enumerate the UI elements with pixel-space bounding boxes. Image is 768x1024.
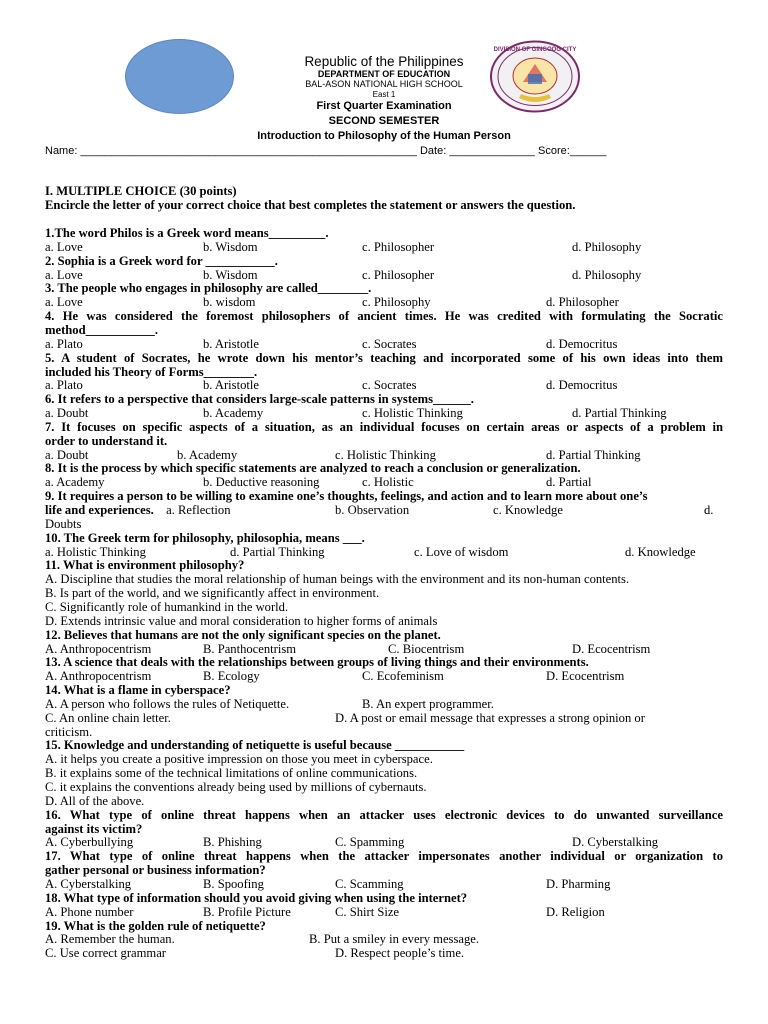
question-13-option: D. Ecocentrism — [546, 669, 625, 684]
question-4-text: 4. He was considered the foremost philosophers of ancient times. He was credited with formulating the Socratic — [45, 309, 723, 324]
question-1-option: b. Wisdom — [203, 239, 258, 254]
header-semester: SECOND SEMESTER — [328, 115, 440, 127]
question-6-text: 6. It refers to a perspective that considers large-scale patterns in systems______. — [45, 392, 474, 407]
question-1-option: a. Love — [45, 239, 83, 254]
question-12-option: D. Ecocentrism — [572, 641, 651, 656]
question-14-option: A. A person who follows the rules of Netiquette. — [45, 696, 290, 711]
question-9-option: c. Knowledge — [493, 503, 563, 517]
question-12-option: C. Biocentrism — [388, 641, 465, 656]
question-9-option: d. — [704, 503, 714, 517]
question-7-option: c. Holistic Thinking — [335, 447, 436, 462]
question-10-option: d. Knowledge — [625, 544, 696, 559]
question-17-option: B. Spoofing — [203, 876, 264, 891]
question-1-option: c. Philosopher — [362, 239, 435, 254]
question-17-text: 17. What type of online threat happens when the attacker impersonates another individual or organization to — [45, 849, 723, 864]
question-6-option: c. Holistic Thinking — [362, 406, 463, 421]
question-13-option: C. Ecofeminism — [362, 669, 444, 684]
question-9-option: b. Observation — [335, 503, 410, 517]
question-4-option: d. Democritus — [546, 336, 618, 351]
question-7-text: order to understand it. — [45, 433, 168, 448]
question-7-text: 7. It focuses on specific aspects of a situation, as an individual focuses on certain areas or aspects of a problem in — [45, 419, 723, 434]
question-15-option: A. it helps you create a positive impression on those you meet in cyberspace. — [45, 752, 433, 767]
question-15-option: D. All of the above. — [45, 793, 145, 808]
section-title: I. MULTIPLE CHOICE (30 points) — [45, 184, 237, 198]
question-3-option: a. Love — [45, 295, 83, 310]
question-10-text: 10. The Greek term for philosophy, philosophia, means ___. — [45, 530, 365, 545]
question-11-text: 11. What is environment philosophy? — [45, 558, 245, 573]
question-6-option: b. Academy — [203, 406, 264, 421]
question-5-option: a. Plato — [45, 378, 83, 393]
question-9-option: a. Reflection — [163, 503, 231, 517]
question-7-option: b. Academy — [177, 447, 238, 462]
question-19-option: A. Remember the human. — [45, 932, 175, 947]
header-subject: Introduction to Philosophy of the Human Person — [257, 130, 511, 142]
question-2-option: d. Philosophy — [572, 267, 642, 282]
question-3-option: b. wisdom — [203, 295, 256, 310]
question-16-option: D. Cyberstalking — [572, 835, 659, 850]
question-11-option: A. Discipline that studies the moral relationship of human beings with the environment and its non-human contents. — [45, 572, 630, 587]
question-8-option: c. Holistic — [362, 475, 414, 490]
question-4-text: method___________. — [45, 322, 158, 337]
name-date-score-line: Name: _______________________________________________________ Date: ______________ Score:______ — [45, 145, 607, 157]
question-18-option: C. Shirt Size — [335, 904, 400, 919]
question-18-option: A. Phone number — [45, 904, 134, 919]
question-10-option: c. Love of wisdom — [414, 544, 509, 559]
question-12-option: B. Panthocentrism — [203, 641, 297, 656]
question-3-text: 3. The people who engages in philosophy are called________. — [45, 281, 372, 296]
question-18-option: D. Religion — [546, 904, 605, 919]
question-5-text: included his Theory of Forms________. — [45, 364, 258, 379]
question-16-option: B. Phishing — [203, 835, 262, 850]
question-9-option: Doubts — [45, 516, 82, 531]
question-3-option: c. Philosophy — [362, 295, 431, 310]
question-10-option: a. Holistic Thinking — [45, 544, 146, 559]
question-16-option: C. Spamming — [335, 835, 405, 850]
question-18-option: B. Profile Picture — [203, 904, 291, 919]
question-7-option: d. Partial Thinking — [546, 447, 641, 462]
question-17-option: C. Scamming — [335, 876, 404, 891]
question-2-text: 2. Sophia is a Greek word for ___________. — [45, 253, 278, 268]
question-8-text: 8. It is the process by which specific statements are analyzed to reach a conclusion or generalization. — [45, 461, 581, 476]
question-2-option: b. Wisdom — [203, 267, 258, 282]
question-13-option: B. Ecology — [203, 669, 260, 684]
question-17-option: D. Pharming — [546, 876, 611, 891]
question-1-text: 1.The word Philos is a Greek word means_________. — [45, 226, 329, 240]
question-14-option: B. An expert programmer. — [362, 696, 494, 711]
question-4-option: c. Socrates — [362, 336, 417, 351]
question-3-option: d. Philosopher — [546, 295, 619, 310]
question-11-option: B. Is part of the world, and we significantly affect in environment. — [45, 586, 380, 601]
question-16-text: 16. What type of online threat happens when an attacker uses electronic devices to do unwanted surveillance — [45, 807, 723, 822]
question-5-option: b. Aristotle — [203, 378, 259, 393]
question-14-option: C. An online chain letter. — [45, 710, 171, 725]
header-exam-title: First Quarter Examination — [316, 100, 452, 112]
question-12-text: 12. Believes that humans are not the only significant species on the planet. — [45, 627, 441, 642]
question-11-option: C. Significantly role of humankind in the world. — [45, 599, 289, 614]
question-5-option: c. Socrates — [362, 378, 417, 393]
question-5-option: d. Democritus — [546, 378, 618, 393]
question-8-option: b. Deductive reasoning — [203, 475, 320, 490]
question-16-option: A. Cyberbullying — [45, 835, 134, 850]
question-14-option: D. A post or email message that expresses a strong opinion or — [335, 710, 645, 725]
question-19-option: C. Use correct grammar — [45, 946, 166, 961]
question-15-option: B. it explains some of the technical limitations of online communications. — [45, 766, 418, 781]
question-2-option: a. Love — [45, 267, 83, 282]
seal-text: DIVISION OF GINGOOG CITY — [493, 47, 577, 53]
question-9-text: 9. It requires a person to be willing to examine one’s thoughts, feelings, and action and to learn more about one’s — [45, 489, 648, 504]
question-4-option: b. Aristotle — [203, 336, 259, 351]
section-instructions: Encircle the letter of your correct choice that best completes the statement or answers the question. — [45, 198, 576, 212]
question-17-option: A. Cyberstalking — [45, 876, 132, 891]
question-18-text: 18. What type of information should you avoid giving when using the internet? — [45, 890, 468, 905]
question-19-text: 19. What is the golden rule of netiquette? — [45, 918, 266, 933]
question-7-option: a. Doubt — [45, 447, 89, 462]
question-16-text: against its victim? — [45, 821, 143, 836]
header-republic: Republic of the Philippines — [304, 54, 464, 69]
question-8-option: a. Academy — [45, 475, 105, 490]
question-19-option: B. Put a smiley in every message. — [309, 932, 479, 947]
question-4-option: a. Plato — [45, 336, 83, 351]
question-14-option: criticism. — [45, 724, 93, 739]
question-14-text: 14. What is a flame in cyberspace? — [45, 683, 231, 698]
question-12-option: A. Anthropocentrism — [45, 641, 152, 656]
question-6-option: d. Partial Thinking — [572, 406, 667, 421]
question-19-option: D. Respect people’s time. — [335, 946, 465, 961]
question-2-option: c. Philosopher — [362, 267, 435, 282]
question-9-text: life and experiences. — [45, 503, 154, 517]
question-15-option: C. it explains the conventions already being used by millions of cybernauts. — [45, 780, 427, 794]
question-10-option: d. Partial Thinking — [230, 544, 325, 559]
question-1-option: d. Philosophy — [572, 239, 642, 254]
question-13-option: A. Anthropocentrism — [45, 669, 152, 684]
question-13-text: 13. A science that deals with the relationships between groups of living things and their environments. — [45, 655, 589, 670]
question-11-option: D. Extends intrinsic value and moral consideration to higher forms of animals — [45, 613, 438, 628]
question-15-text: 15. Knowledge and understanding of netiquette is useful because ___________ — [45, 738, 465, 753]
question-6-option: a. Doubt — [45, 406, 89, 421]
header-district: East 1 — [372, 90, 396, 99]
question-5-text: 5. A student of Socrates, he wrote down his mentor’s teaching and incorporated some of his own ideas into them — [45, 350, 723, 365]
question-17-text: gather personal or business information? — [45, 863, 266, 878]
question-8-option: d. Partial — [546, 475, 592, 490]
header-school: BAL-ASON NATIONAL HIGH SCHOOL — [305, 79, 463, 89]
header-department: DEPARTMENT OF EDUCATION — [317, 69, 451, 79]
